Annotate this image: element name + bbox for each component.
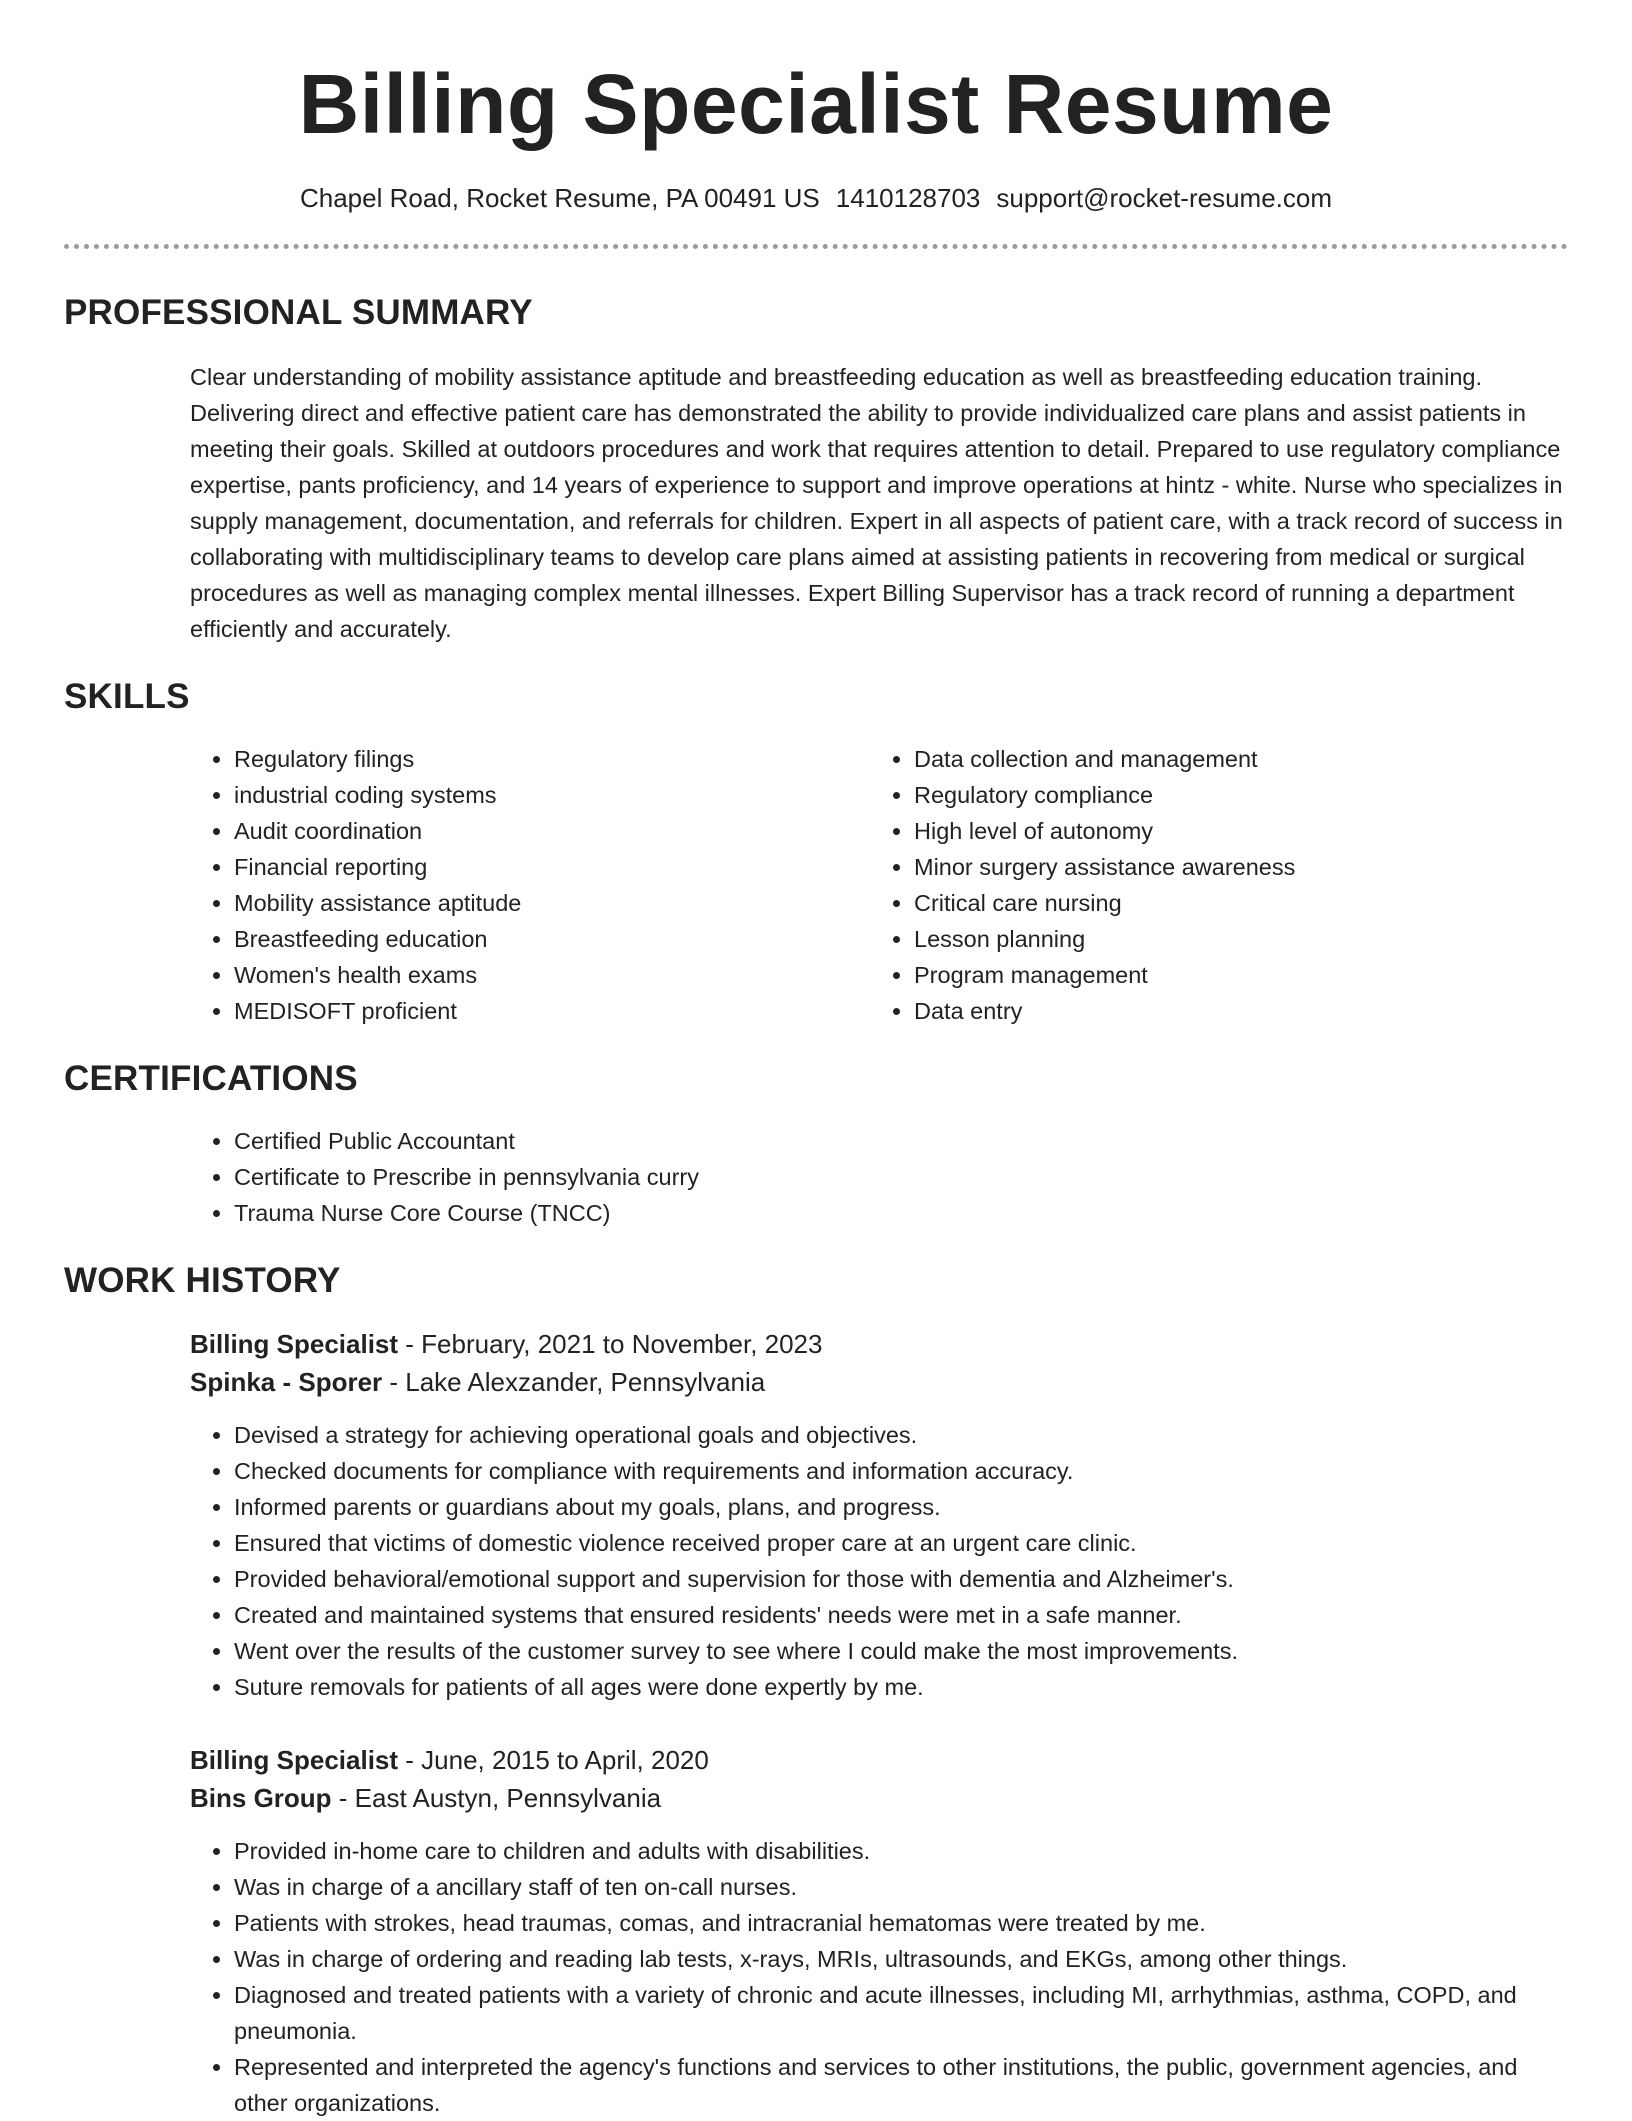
job-title-line	[190, 1325, 1568, 1363]
certification-item: • Certified Public Accountant	[234, 1123, 1568, 1159]
certification-item: • Trauma Nurse Core Course (TNCC)	[234, 1195, 1568, 1231]
job-entry	[190, 1325, 1568, 1705]
summary-text: Clear understanding of mobility assistance aptitude and breastfeeding education as well as breastfeeding education training. Delivering direct and effective patient care has demonstrated the ability to provide individualized care plans and assist patients in meeting their goals. Skilled at outdoors procedures and work that requires attention to detail. Prepared to use regulatory compliance expertise, pants proficiency, and 14 years of experience to support and improve operations at hintz - white. Nurse who specializes in supply management, documentation, and referrals for children. Expert in all aspects of patient care, with a track record of success in collaborating with multidisciplinary teams to develop care plans aimed at assisting patients in recovering from medical or surgical procedures as well as managing complex mental illnesses. Expert Billing Supervisor has a track record of running a department efficiently and accurately.	[190, 364, 1563, 642]
job-bullet: • Devised a strategy for achieving operational goals and objectives.	[234, 1417, 1568, 1453]
job-bullet: • Ensured that victims of domestic violence received proper care at an urgent care clinic.	[234, 1525, 1568, 1561]
contact-address: Chapel Road, Rocket Resume, PA 00491 US	[299, 183, 820, 213]
job-bullet: • Patients with strokes, head traumas, comas, and intracranial hematomas were treated by me.	[234, 1905, 1568, 1941]
job-company-line	[190, 1779, 1568, 1817]
skill-item: • Women's health exams	[234, 957, 870, 993]
skill-item: • Data collection and management	[914, 741, 1550, 777]
skill-item: • Mobility assistance aptitude	[234, 885, 870, 921]
skill-item: • Critical care nursing	[914, 885, 1550, 921]
job-company-line	[190, 1363, 1568, 1401]
job-location: - Lake Alexzander, Pennsylvania	[382, 1367, 766, 1397]
job-company: Spinka - Sporer	[190, 1367, 383, 1397]
job-bullet: • Represented and interpreted the agency's functions and services to other institutions, the public, government agencies, and other organizations.	[234, 2049, 1568, 2121]
job-bullet: • Provided in-home care to children and adults with disabilities.	[234, 1833, 1568, 1869]
skills-column-right	[870, 741, 1550, 1029]
job-bullet: • Checked documents for compliance with requirements and information accuracy.	[234, 1453, 1568, 1489]
job-bullet: • Diagnosed and treated patients with a variety of chronic and acute illnesses, including MI, arrhythmias, asthma, COPD, and pneumonia.	[234, 1977, 1568, 2049]
resume-page	[64, 0, 1568, 2121]
job-location: - East Austyn, Pennsylvania	[331, 1783, 662, 1813]
job-dates: - June, 2015 to April, 2020	[398, 1745, 709, 1775]
section-title-work-history: WORK HISTORY	[64, 1261, 341, 1300]
job-company: Bins Group	[190, 1783, 332, 1813]
job-role: Billing Specialist	[190, 1329, 399, 1359]
skill-item: • High level of autonomy	[914, 813, 1550, 849]
skill-item: • Financial reporting	[234, 849, 870, 885]
skills-column-left	[190, 741, 870, 1029]
skill-item: • Audit coordination	[234, 813, 870, 849]
job-bullet: • Was in charge of ordering and reading lab tests, x-rays, MRIs, ultrasounds, and EKGs, among other things.	[234, 1941, 1568, 1977]
resume-title: Billing Specialist Resume	[298, 57, 1334, 151]
skill-item: • MEDISOFT proficient	[234, 993, 870, 1029]
job-title-line	[190, 1741, 1568, 1779]
job-bullet: • Went over the results of the customer survey to see where I could make the most improvements.	[234, 1633, 1568, 1669]
job-dates: - February, 2021 to November, 2023	[398, 1329, 823, 1359]
job-bullet: • Suture removals for patients of all ages were done expertly by me.	[234, 1669, 1568, 1705]
section-title-skills: SKILLS	[64, 677, 190, 716]
certification-item: • Certificate to Prescribe in pennsylvania curry	[234, 1159, 1568, 1195]
contact-line	[64, 182, 1568, 214]
section-title-certifications: CERTIFICATIONS	[64, 1059, 358, 1098]
contact-email: support@rocket-resume.com	[996, 183, 1333, 213]
certifications-bullets	[190, 1123, 1568, 1231]
job-role: Billing Specialist	[190, 1745, 399, 1775]
skill-item: • Regulatory filings	[234, 741, 870, 777]
skill-item: • Breastfeeding education	[234, 921, 870, 957]
section-title-summary: PROFESSIONAL SUMMARY	[64, 293, 533, 332]
skill-item: • Data entry	[914, 993, 1550, 1029]
job-bullets	[190, 1833, 1568, 2121]
job-entry	[190, 1741, 1568, 2121]
skills-list	[190, 741, 1568, 1029]
job-bullet: • Provided behavioral/emotional support and supervision for those with dementia and Alzheimer's.	[234, 1561, 1568, 1597]
job-bullet: • Informed parents or guardians about my goals, plans, and progress.	[234, 1489, 1568, 1525]
skill-item: • Minor surgery assistance awareness	[914, 849, 1550, 885]
job-bullets	[190, 1417, 1568, 1705]
skill-item: • Program management	[914, 957, 1550, 993]
certifications-list	[190, 1123, 1568, 1231]
job-bullet: • Was in charge of a ancillary staff of ten on-call nurses.	[234, 1869, 1568, 1905]
skill-item: • Lesson planning	[914, 921, 1550, 957]
skill-item: • Regulatory compliance	[914, 777, 1550, 813]
job-bullet: • Created and maintained systems that ensured residents' needs were met in a safe manner.	[234, 1597, 1568, 1633]
skill-item: • industrial coding systems	[234, 777, 870, 813]
header-divider	[64, 244, 1568, 249]
contact-phone: 1410128703	[835, 183, 981, 213]
